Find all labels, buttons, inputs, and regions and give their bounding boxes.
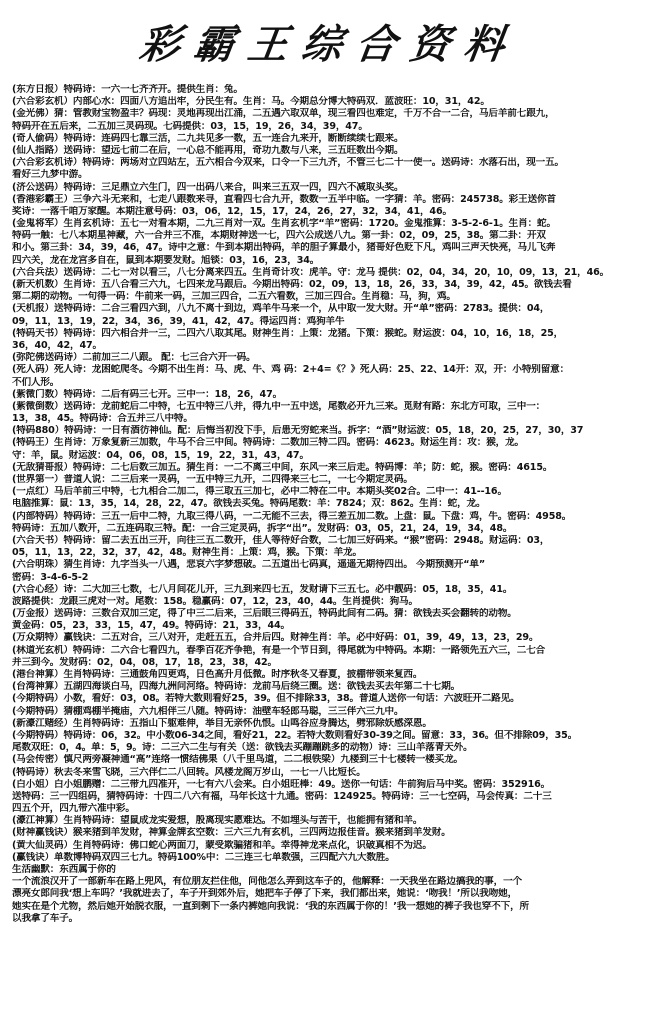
text-line: 奖诗：一落千咱万家醒。本期注意号码：03，06，12，15，17，24，26，27，32，34，41，46。 — [12, 205, 452, 217]
text-line: (黄大仙灵码）生肖特码诗：佛口蛇心两面刀，蒙受欺骗猪和羊。幸得神龙来点化，识破真相不为迟。 — [12, 839, 432, 851]
title-banner — [0, 10, 658, 80]
text-line: (弥陀佛送码诗）二前加三二八跟。 配：七三合六开一码。 — [12, 352, 256, 364]
text-line: 黄金码：05，23，33，15，47，49。特码诗：21，33，44。 — [12, 620, 290, 632]
text-line: (特码诗）秋去冬来雪飞晓，三六伴仁二八回转。风楼龙阁万岁山，一七一八比短长。 — [12, 766, 366, 778]
text-line: (奇人偷码）特码诗：连码四七靠三活，二九共见多一数，五一连合九来开，断断续续七跟来。 — [12, 132, 404, 144]
text-line: (六合彩玄机诗）特码诗：两场对立四站左，五六相合今双来，口令一下三九齐，不管三七二十一使一。送码诗：水落石出，现一五。 — [12, 157, 564, 169]
text-line: (六合天书）特码诗：留二去五出三开，向往三五二数开，佳人等待好合数，二七加三好码来。“猴”密码：2948。财运码：03， — [12, 534, 550, 546]
text-line: 不们人形。 — [12, 376, 60, 388]
text-line: (天机报）送特码诗：二合三看四六到，八九不离十到边，鸡羊牛马来一个，从中取一发大财。开“单”密码：2783。提供：04， — [12, 303, 550, 315]
text-line: 36，40，42，47。 — [12, 339, 102, 351]
text-line: (无敌猜哥报）特码诗：二七后数三加五。猜生肖：一二不离三中间，东风一来三后走。特码博：羊；防：蛇，猴。密码：4615。 — [12, 461, 553, 473]
text-line: 05，11，13，22，32，37，42，48。财神生肖：上策：鸡，猴。下策：羊龙。 — [12, 547, 362, 559]
text-line: 生活幽默：东西属于你的 — [12, 864, 116, 875]
text-line: (白小姐）白小姐鹏赠：二三带九四准开，一七有六八会来。白小姐旺棒：49。送你一句话：牛前狗后马中奖。密码：352916。 — [12, 778, 551, 790]
text-line: (马会传密）慎尺两旁凝神通“高”连络一惯结佛果（八千里鸟道，二二根铁梁）九楼到三十七楼转一楼买龙。 — [12, 754, 463, 766]
text-line: 她实在是个尤物，然后她开始脱衣服，一直到剩下一条内裤她向我说：‘我的东西属于你的！’我一想她的裤子我也穿不下，所 — [12, 900, 529, 912]
text-line: 送特码：三一四组码，猜特码诗：十四二八六有福，马年长这十九通。密码：124925。特码诗：三一七空码，马会传真：二十三 — [12, 790, 552, 802]
text-line: (世界第一）普道人说：二三后来一灵码，一五中特三九开，二四得来三七二，一七今期定灵码。 — [12, 474, 413, 485]
text-line: (死人码）死人诗：龙困蛇爬冬。今期不出生肖：马、虎、牛、鸡 码：2+4=《？》死人码：25、22、14开：双，开：小特别留意： — [12, 364, 570, 376]
text-line: (港台神算）生肖特码诗：三通鼓角四更鸡，日色高升月低微。时序秋冬又春夏，披棚带领来复西。 — [12, 669, 423, 680]
text-line: 密码：3-4-6-5-2 — [12, 571, 89, 583]
text-line: 波路提供：龙跟三虎对一对。尾数：158。稳赢码：07，12，23，40，44。生肖提供：狗马。 — [12, 595, 418, 607]
text-line: (紫微门数）特码诗：二后有码三七开。三中一：18，26，47。 — [12, 388, 283, 400]
text-line: 一个流浪汉开了一部新车在路上兜风，有位朋友拦住他，问他怎么弄到这车子的，他解释：一天我坐在路边搞我的事，一个 — [12, 876, 522, 888]
text-line: 13，38，45。特码诗：合五并三八中特。 — [12, 413, 193, 425]
text-line: 看好三九梦中游。 — [12, 169, 88, 181]
text-line: 守：羊，鼠。财运波：04，06，08，15，19，22，31，43，47。 — [12, 449, 309, 461]
text-line: 并三到今。发财码：02，04，08，17，18，23，38，42。 — [12, 656, 277, 668]
text-line: (万金报）送码诗：三数合双加三定，得了中三二后来，三后眼三得码五，特码此间有二码。猜：欲钱去买会翻转的动物。 — [12, 608, 517, 620]
text-line: (香港彩霸王）三争六斗无来和，七走八跟数来寻，直看四七合九开，数数一五半中临。一字猜：羊。密码：245738。彩王送你首 — [12, 193, 556, 205]
text-line: (紫微倒数）送码诗：龙前蛇后二中特，七五中特三八并，得九中一五中送，尾数必开九三来。觅财有路：东北方可取，三中一： — [12, 400, 546, 412]
text-line: (特码王）生肖诗：万象复新三加数，牛马不合三中间。特码诗：二数加三特二四。密码：4623。财运生肖：攻：猴，龙。 — [12, 437, 524, 449]
text-line: (六合兵法）送码诗：二七一对以看三，八七分离来四五。生肖奇计攻：虎羊。守：龙马 提供：02，04，34，20，10，09，13，21，46。 — [12, 266, 610, 278]
text-line: (金鬼将军）生肖玄机诗：五七一对看本期，二九三肖对一双。生肖玄机字“羊”密码：1720。金鬼推算：3-5-2-6-1。生肖：蛇。 — [12, 218, 556, 230]
text-line: (六合心经）诗：二大加三七数，七八月间花儿开，三九到来四七五，发财请下三五七。必中靓码：05，18，35，41。 — [12, 583, 513, 595]
text-line: (赢钱诀）单数博特码双四三七九。特码100%中：二三连三七单数强，三四配六九大数胜。 — [12, 851, 395, 863]
text-line: (今期特码）小数，看好：03，08。若特大数则看好25，39。但不排除33，38。普道人送你一句话：六波旺开二路见。 — [12, 693, 520, 705]
text-line: (财神赢钱诀）猴来猪到羊发财，神算金牌玄空数：三六三九有玄机，三四两边报佳音。猴来猪到羊发财。 — [12, 827, 451, 839]
text-line: 特码一触：七八本期星神藏，六一合并三不准，本期财神送一七，四六公成送八九。第一卦：02，09，25，38。第二卦：开双 — [12, 230, 546, 242]
text-line: 特码诗：五加八数开，二五连码取三特。配：一合三定灵码，拆字“出”。发财码：03，05，21，24，19，34，48。 — [12, 522, 513, 534]
text-line: (东方日报）特码诗：一六一七齐齐开。提供生肖：兔。 — [12, 84, 243, 95]
text-line: (仙人指路）送码诗：望远七前二在后，一心总不能再用，奇功九数与八来，三五旺数出今期。 — [12, 144, 404, 156]
text-line: (台湾神算）五湖四海谈白马，四海九洲问河络。特码诗：龙前马后绕三圈。送：欲钱去买去年第二十七期。 — [12, 681, 461, 693]
text-line: (濠江神算）生肖特码诗：望鼠成龙实爱想，殷离现实愿难达。不如埋头与苦干，也能拥有猪和羊。 — [12, 815, 423, 827]
text-line: (今期特码）猜棚鸡棚半掩庙，六九相伴三八随。特码诗：油壁车轻郎马聪，三三伴六三九中。 — [12, 705, 404, 717]
text-line: (今期特码）特码诗：06，32。中小数06-34之间，看好21，22。若特大数则看好30-39之间。留意：33，36。但不排除09，35。 — [12, 729, 578, 741]
text-line: (新天机数）生肖诗：五八合看三六九，七四来龙马跟后。今期出特码：02，09，13，18，26，33，34，39，42，45。欲钱去看 — [12, 279, 572, 290]
text-line: 四五个开，四九带六准中彩。 — [12, 803, 135, 815]
text-line: (一点红）马后羊前三中特，七九相合二加二，得三取五三加七，必中二特在二中。本期头奖02合。二中一：41--16。 — [12, 486, 507, 498]
text-line: (万众期特）赢钱诀：二五对合，三八对开，走赶五五，合并后四。财神生肖：羊。必中好码：01，39，49，13，23，29。 — [12, 632, 539, 644]
text-line: 漂亮女郎问我‘想上车吗？’我就进去了，车子开到郊外后，她把车子停了下来，我们都出来，她说：‘吻我！’所以我吻她， — [12, 888, 518, 900]
text-line: 电脑推算：鼠：13，35，14，28，22，47。欲钱去买兔。特码尾数：羊：7824；双：862。生肖：蛇，龙。 — [12, 498, 486, 510]
text-line: 特码开在五后来，二五加三灵码现。七码提供：03，15，19，26，34，39，47。 — [12, 120, 368, 132]
text-line: 四六关，龙在龙宫多自在，鼠到本期要发财。旭锬：03，16，23，34。 — [12, 254, 320, 266]
text-line: (济公送码）特码诗：三足鼎立六生门，四一出码八来合，叫来三五双一四，四六不减取头奖。 — [12, 181, 404, 193]
page-title: 彩霸王综合资料 — [136, 21, 522, 68]
text-line: (特码880）特码诗：一日有酒彷神仙。配：后悔当初没下手，后患无穷蛇来当。拆字：“酒”财运波：05，18，20，25，27，30，37 — [12, 425, 584, 437]
text-line: (六合明珠）猜生肖诗：九字当头一八遇，悲哀六字梦想破。二五道出七码真，遥遥无期待四出。 今期预测开“单” — [12, 559, 486, 571]
text-line: (林道光玄机）特码诗：二六合七看四九，春季百花齐争艳，有是一个节日到，得尾就为中特码。本期：一路领先五六三，二七合 — [12, 644, 546, 656]
text-line: (六合彩玄机）内部心水：四面八方追出牢，分民生有。生肖：马。今期总分博大特码双．蓝波旺：10，31，42。 — [12, 96, 490, 108]
text-line: 和小。第三卦：34，39，46，47。诗中之意：牛到本期出特码，羊的胆子算最小，猪哥好色贬下凡，鸡叫三声天快亮，马儿飞奔 — [12, 242, 556, 254]
text-line: (特码天书）特码诗：四六相合并一三，二四六八取其尾。财神生肖：上策：龙猪。下策：猴蛇。财运波：04，10，16，18，25， — [12, 327, 564, 339]
text-line: (内部特码）特码诗：三五一后中二特，九取三得八码，一二无能不三去，得三差五加二数。上盘：鼠。下盘：鸡，牛。密码：4958。 — [12, 510, 572, 522]
text-line: (新濠江赌经）生肖特码诗：五指山下躯难伸，举目无亲怀仇恨。山鸣谷应身腾达，劈邪除妖感深恩。 — [12, 717, 432, 729]
text-line: 以我拿了车子。 — [12, 912, 79, 924]
document-body — [12, 84, 648, 1014]
text-line: 09，11，13，19，22，34，36，39，41，42，47。得运四肖：鸡狗羊牛 — [12, 315, 345, 327]
text-line: (金光佛）猜：管教财宝物盈丰？码现：灵地再现出江涌，二五遇六取双单，现三看四也难定，千万不合一二合，马后羊前七跟九， — [12, 108, 555, 120]
text-line: 第二期的动物。一句得一码：牛前来一码，三加三四合，二五六看数，三加三四合。生肖稳：马，狗，鸡。 — [12, 291, 456, 303]
text-line: 尾数双旺：0，4。单：5，9。诗：二三六二生与有关（送：欲钱去买蹦蹦跳多的动物）诗：三山羊落青天外。 — [12, 742, 473, 754]
